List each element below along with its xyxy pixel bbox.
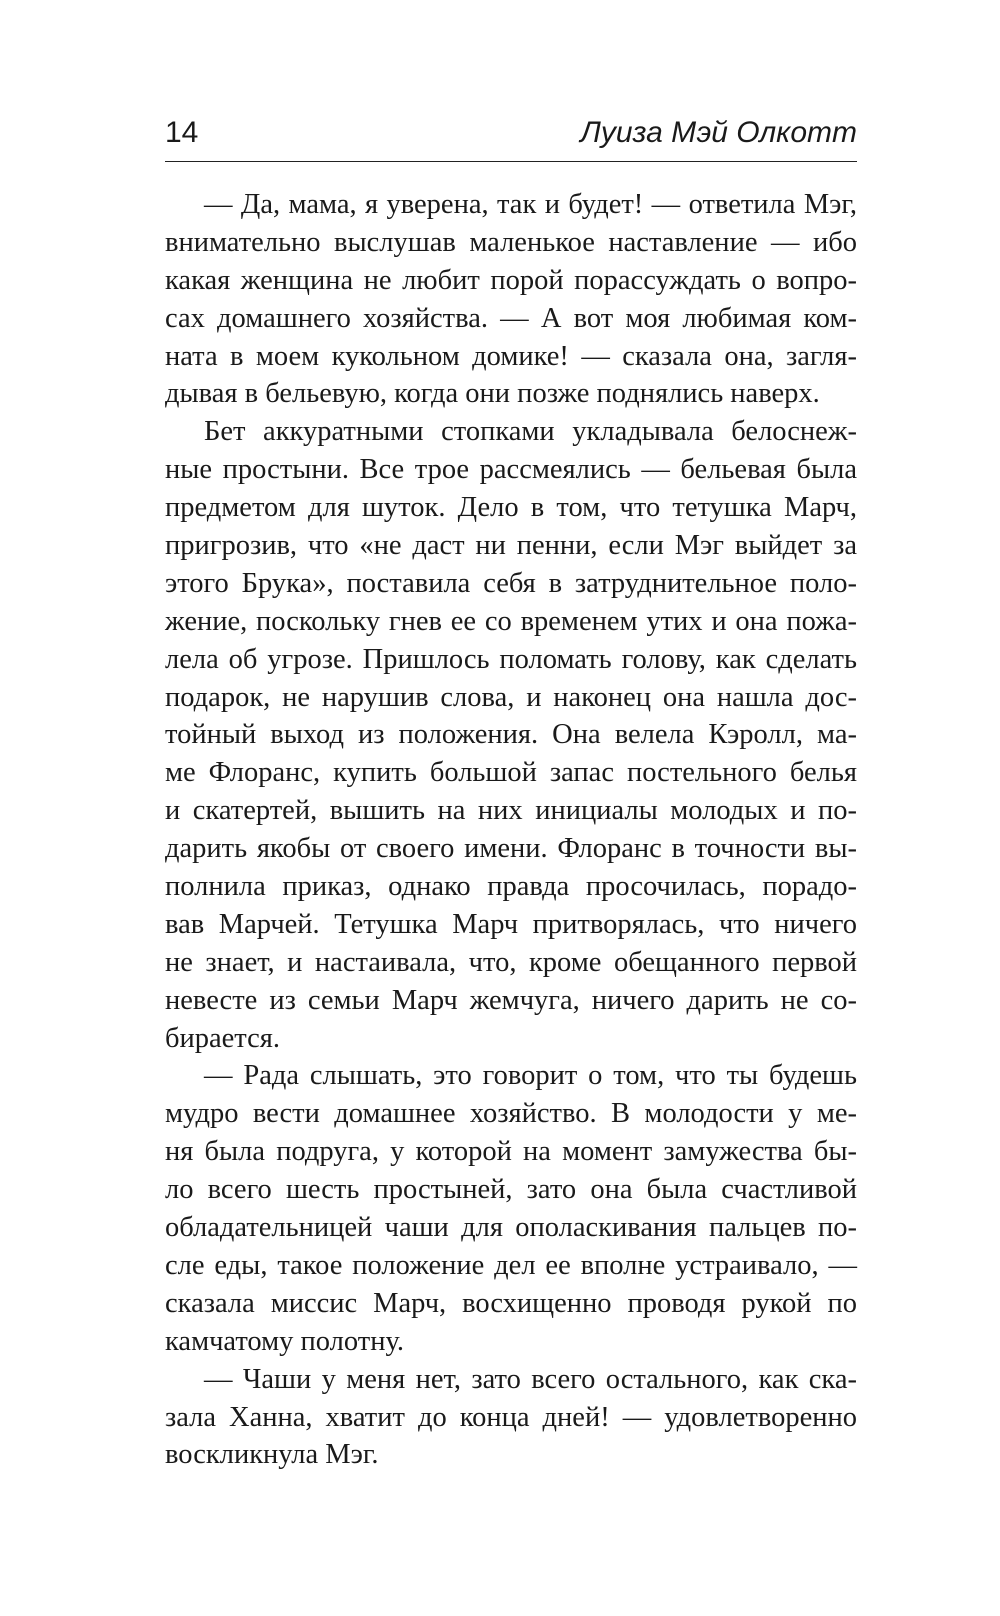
text-line: ло всего шесть простыней, зато она была счастливой — [165, 1174, 857, 1206]
text-line: подарок, не нарушив слова, и наконец она нашла дос- — [165, 681, 857, 713]
text-line: невесте из семьи Марч жемчуга, ничего дарить не со- — [165, 984, 857, 1016]
text-line: дывая в бельевую, когда они позже поднялись наверх. — [165, 378, 820, 410]
text-line: ные простыни. Все трое рассмеялись — бельевая была — [165, 454, 857, 486]
text-line: не знает, и настаивала, что, кроме обещанного первой — [165, 946, 857, 978]
text-line: — Рада слышать, это говорит о том, что ты будешь — [204, 1060, 857, 1092]
text-line: бирается. — [165, 1022, 280, 1054]
running-head — [165, 113, 857, 162]
running-title: Луиза Мэй Олкотт — [580, 116, 857, 149]
text-line: и скатертей, вышить на них инициалы молодых и по- — [165, 795, 857, 827]
text-line: обладательницей чаши для ополаскивания пальцев по- — [165, 1212, 857, 1244]
text-line: пригрозив, что «не даст ни пенни, если Мэг выйдет за — [165, 530, 857, 562]
text-line: тойный выход из положения. Она велела Кэролл, ма- — [165, 719, 857, 751]
text-line: Бет аккуратными стопками укладывала белоснеж- — [204, 416, 857, 448]
text-line: зала Ханна, хватит до конца дней! — удовлетворенно — [165, 1401, 857, 1433]
text-line: внимательно выслушав маленькое наставление — ибо — [165, 226, 857, 258]
text-line: предметом для шуток. Дело в том, что тетушка Марч, — [165, 492, 857, 524]
text-line: этого Брука», поставила себя в затруднительное поло- — [165, 567, 857, 599]
text-line: дарить якобы от своего имени. Флоранс в точности вы- — [165, 833, 857, 865]
text-line: ната в моем кукольном домике! — сказала она, загля- — [165, 340, 857, 372]
text-line: мудро вести домашнее хозяйство. В молодости у ме- — [165, 1098, 857, 1130]
text-line: воскликнула Мэг. — [165, 1439, 379, 1471]
body-text — [165, 186, 857, 1474]
text-line: вав Марчей. Тетушка Марч притворялась, что ничего — [165, 908, 857, 940]
text-line: сле еды, такое положение дел ее вполне устраивало, — — [165, 1249, 857, 1281]
text-line: полнила приказ, однако правда просочилась, порадо- — [165, 871, 857, 903]
text-line: сах домашнего хозяйства. — А вот моя любимая ком- — [165, 302, 857, 334]
text-line: сказала миссис Марч, восхищенно проводя рукой по — [165, 1287, 857, 1319]
text-line: ня была подруга, у которой на момент замужества бы- — [165, 1136, 857, 1168]
text-line: — Да, мама, я уверена, так и будет! — ответила Мэг, — [204, 189, 857, 220]
page-number: 14 — [165, 116, 199, 149]
text-line: ме Флоранс, купить большой запас постельного белья — [165, 757, 857, 789]
text-line: — Чаши у меня нет, зато всего остального, как ска- — [204, 1363, 857, 1395]
text-line: какая женщина не любит порой порассуждать о вопро- — [165, 264, 857, 296]
text-line: лела об угрозе. Пришлось поломать голову, как сделать — [165, 643, 857, 675]
text-line: жение, поскольку гнев ее со временем утих и она пожа- — [165, 605, 857, 637]
text-line: камчатому полотну. — [165, 1325, 404, 1357]
